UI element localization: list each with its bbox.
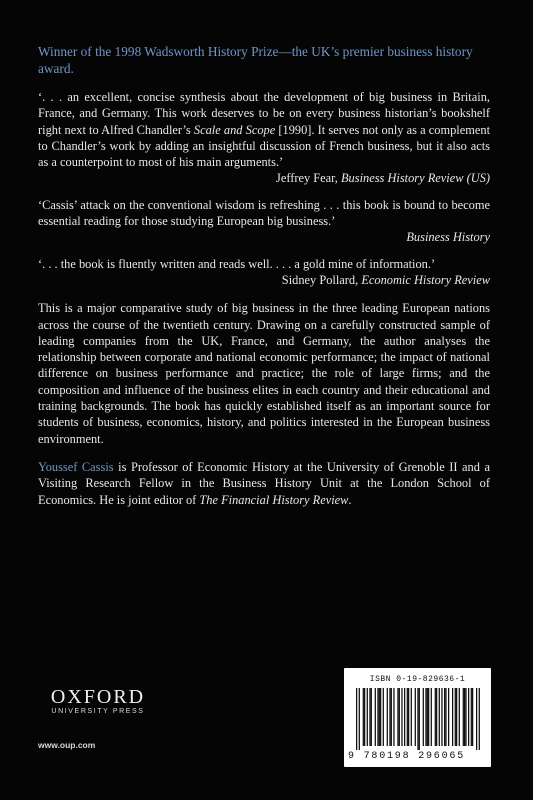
barcode-bar: [379, 688, 380, 746]
attribution-text: Jeffrey Fear,: [276, 171, 341, 186]
barcode-bar: [399, 688, 400, 746]
quote-attribution: [38, 229, 490, 245]
publisher-sub: UNIVERSITY PRESS: [51, 708, 145, 715]
barcode-bar: [389, 688, 390, 746]
barcode-bar: [380, 688, 381, 746]
barcode-bar: [436, 688, 437, 746]
barcode-bar: [455, 688, 456, 746]
journal-title: The Financial History Review: [199, 492, 349, 507]
quote-text: ‘. . . an excellent, concise synthesis about the development of big business in Britain, France, and Germany. This work deserves to be on every business historian’s bookshelf right next to Alfred Chandler’s: [38, 90, 490, 137]
barcode-bar: [445, 688, 446, 746]
author-bio: [38, 459, 490, 508]
barcode-bar: [464, 688, 465, 746]
attribution-text: Business History Review (US): [340, 171, 490, 186]
barcode-bar: [393, 688, 394, 746]
review-quote: [38, 89, 490, 187]
quote-attribution: [38, 272, 490, 288]
barcode-bar: [407, 688, 408, 746]
barcode-bar: [371, 688, 372, 746]
quote-text: Scale and Scope: [193, 122, 276, 137]
barcode-bar: [456, 688, 457, 746]
barcode-bar: [452, 688, 453, 746]
barcode-bar: [476, 688, 477, 750]
barcode-bar: [417, 688, 418, 750]
barcode-bar: [419, 688, 420, 750]
barcode-bar: [377, 688, 378, 746]
review-quote: [38, 256, 490, 289]
barcode-bar: [369, 688, 370, 746]
barcode-bar: [441, 688, 442, 746]
barcode-bar: [435, 688, 436, 746]
barcode-bar: [408, 688, 409, 746]
publisher-logo: [38, 686, 158, 715]
barcode-bar: [364, 688, 365, 746]
prize-statement: Winner of the 1998 Wadsworth History Prize—the UK’s premier business history award.: [38, 44, 473, 76]
barcode-bar: [465, 688, 466, 746]
barcode-bar: [391, 688, 392, 746]
attribution-text: Sidney Pollard,: [281, 272, 362, 287]
barcode-bar: [404, 688, 405, 746]
barcode-bar: [423, 688, 424, 746]
barcode-bar: [401, 688, 402, 746]
back-cover-text: [38, 43, 490, 508]
barcode-bar: [468, 688, 469, 746]
barcode-bar: [427, 688, 428, 746]
barcode-bar: [363, 688, 364, 746]
barcode-bar: [367, 688, 368, 746]
book-description: This is a major comparative study of big business in the three leading European nations across the course of the twentieth century. Drawing on a carefully constructed sample of leading companies from the UK, France, and Germany, the author analyses the relationship between corporate and national economic performance; the impact of national difference on business performance and practice; the role of large firms; and the composition and influence of the business elites in each country and their educational and training backgrounds. The book has quickly established itself as an important source for students of business, economics, history, and politics interested in the European business environment.: [38, 301, 490, 446]
barcode-bar: [479, 688, 480, 750]
quote-text: ‘Cassis’ attack on the conventional wisdom is refreshing . . . this book is bound to become essential reading for those studying European big business.’: [38, 197, 490, 229]
barcode-bar: [439, 688, 440, 746]
quote-text: [1990]. It serves not only as a complement to Chandler’s work by adding an insightful discussion of French business, but it also acts as a counterpoint to most of his main arguments.’: [38, 122, 491, 170]
barcode-bar: [383, 688, 384, 746]
barcode-bar: [387, 688, 388, 746]
barcode-bar: [471, 688, 472, 746]
barcode-bar: [428, 688, 429, 746]
quote-attribution: [38, 170, 490, 186]
barcode-bar: [448, 688, 449, 746]
barcode-bars: [356, 688, 480, 750]
attribution-text: Economic History Review: [361, 272, 490, 287]
barcode-box: [344, 668, 491, 767]
barcode-bar: [444, 688, 445, 746]
review-quote: [38, 197, 490, 246]
barcode-bar: [431, 688, 432, 746]
publisher-name: OXFORD: [50, 686, 146, 708]
review-quotes: [38, 89, 490, 288]
barcode-bar: [415, 688, 416, 746]
barcode-bar: [359, 688, 360, 750]
author-bio-end: .: [348, 492, 352, 507]
barcode-bar: [472, 688, 473, 746]
barcode-digits: 9 780198 296065: [348, 751, 466, 762]
isbn-label: ISBN 0-19-829636-1: [369, 675, 466, 684]
barcode-bar: [459, 688, 460, 746]
barcode-bar: [425, 688, 426, 746]
author-bio-text: is Professor of Economic History at the University of Grenoble II and a Visiting Research Fellow in the Business History Unit at the London School of Economics. He is joint editor of: [38, 459, 490, 507]
author-name: Youssef Cassis: [38, 459, 114, 474]
attribution-text: Business History: [406, 230, 490, 245]
barcode-bar: [411, 688, 412, 746]
barcode-bar: [375, 688, 376, 746]
publisher-url: www.oup.com: [38, 740, 96, 750]
barcode-bar: [356, 688, 357, 750]
barcode-bar: [463, 688, 464, 746]
quote-text: ‘. . . the book is fluently written and reads well. . . . a gold mine of information.’: [38, 256, 436, 271]
barcode-bar: [397, 688, 398, 746]
